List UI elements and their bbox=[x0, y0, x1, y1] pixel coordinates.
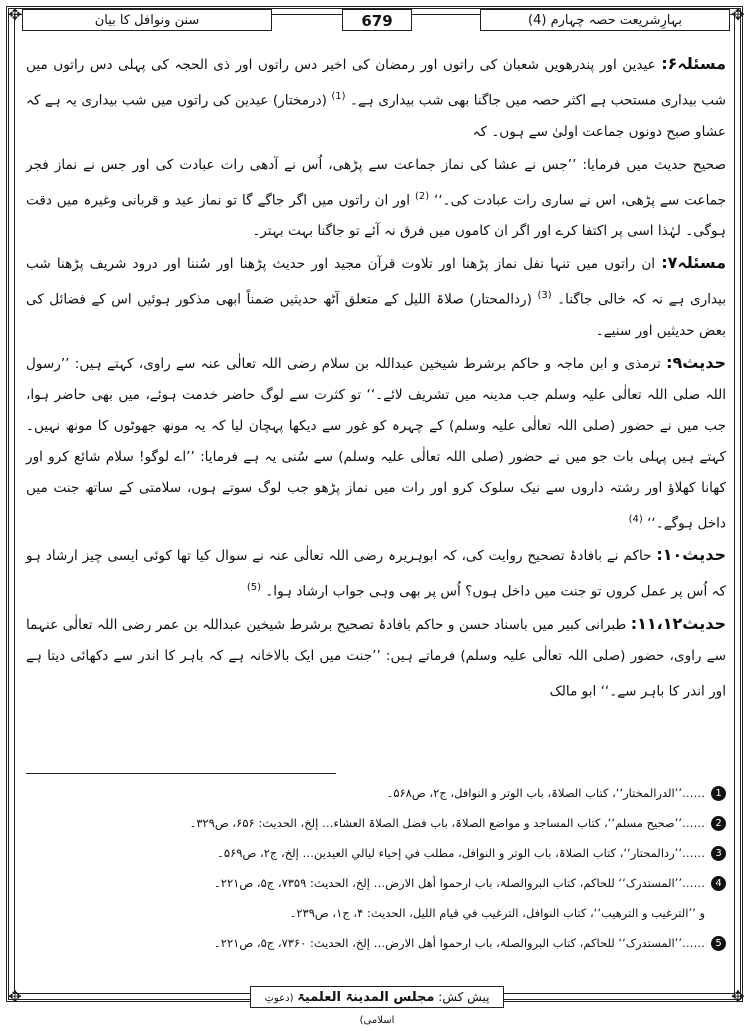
footnote-ref[interactable]: (4) bbox=[628, 513, 643, 525]
footnote-ref[interactable]: (3) bbox=[537, 290, 552, 302]
footnote-text: ……’’الدرالمختار‘‘، کتاب الصلاۃ، باب الوتر و النوافل، ج۲، ص۵۶۸۔ bbox=[386, 786, 705, 800]
paragraph bbox=[26, 247, 726, 347]
footnote-text: و ’’الترغیب و الترھیب‘‘، کتاب النوافل، الترغیب في قیام اللیل، الحدیث: ۴، ج۱، ص۲۳۹۔ bbox=[289, 906, 705, 920]
footnote-ref[interactable]: (1) bbox=[331, 91, 346, 102]
paragraph bbox=[26, 608, 726, 708]
footnote-number: 2 bbox=[711, 816, 726, 831]
footnote-number: 5 bbox=[711, 936, 726, 951]
footnote-number: 3 bbox=[711, 846, 726, 861]
footnote-item bbox=[26, 928, 726, 958]
footnote-text: ……’’ردالمحتار‘‘، کتاب الصلاۃ، باب الوتر و النوافل، مطلب في إحیاء لیالي العیدین… إلخ، ج۲، ص۵۶۹۔ bbox=[217, 846, 705, 860]
paragraph bbox=[26, 48, 726, 148]
paragraph-text: عیدین اور پندرھویں شعبان کی راتوں اور رمضان کی اخیر دس راتوں اور ذی الحجہ کی پہلی دس راتوں میں شب بیداری مستحب ہے اکثر حصہ میں جاگنا بھی شب بیداری ہے۔ bbox=[26, 57, 727, 109]
paragraph-tail: (ردالمحتار) صلاۃ اللیل کے متعلق آٹھ حدیثیں ضمناً ابھی مذکور ہوئیں اس کے فضائل کی بعض حدیثیں اور سنیے۔ bbox=[26, 291, 726, 339]
corner-ornament-icon: ✥ bbox=[731, 987, 745, 1006]
footer-prefix: پیش کش: bbox=[438, 990, 490, 1004]
footnote-number bbox=[711, 906, 726, 921]
footnotes bbox=[26, 778, 726, 958]
footnote-item bbox=[26, 898, 726, 928]
footnote-text: ……’’المستدرک‘‘ للحاکم، کتاب البروالصلۃ، باب ارحموا أھل الارض… إلخ، الحدیث: ۷۳۵۹، ج۵، ص۲۲۱۔ bbox=[214, 876, 705, 890]
paragraph bbox=[26, 539, 726, 608]
paragraph-text: صحیح حدیث میں فرمایا: ’’جس نے عشا کی نماز جماعت سے پڑھی، اُس نے آدھی رات عبادت کی اور جس نے نماز فجر جماعت سے پڑھی، اس نے ساری رات عبادت کی۔‘‘ bbox=[26, 156, 726, 209]
paragraph-label: مسئلہ۶: bbox=[661, 54, 726, 73]
paragraph-label: حدیث۹: bbox=[666, 352, 726, 372]
footnote-number: 4 bbox=[711, 876, 726, 891]
publisher-suffix: (دعوتِ اسلامی) bbox=[264, 993, 395, 1026]
paragraph-text: ان راتوں میں تنہا نفل نماز پڑھنا اور تلاوت قرآن مجید اور حدیث پڑھنا اور سُننا اور درود شریف پڑھنا شب بیداری ہے نہ کہ خالی جاگنا۔ bbox=[26, 256, 727, 308]
book-title: بہارِشریعت حصہ چہارم (4) bbox=[480, 9, 730, 31]
footnote-item bbox=[26, 778, 726, 808]
main-text bbox=[26, 48, 726, 707]
corner-ornament-icon: ✥ bbox=[731, 5, 745, 24]
footnote-text: ……’’المستدرک‘‘ للحاکم، کتاب البروالصلۃ، باب ارحموا أھل الارض… إلخ، الحدیث: ۷۳۶۰، ج۵، ص۲۲۱۔ bbox=[214, 936, 705, 950]
footnote-ref[interactable]: (2) bbox=[414, 190, 430, 202]
page-number: 679 bbox=[342, 9, 412, 31]
paragraph-text: حاکم نے بافادۂ تصحیح روایت کی، کہ ابوہریرہ رضی اللہ تعالٰی عنہ نے سوال کیا تھا کوئی ایسی چیز ارشاد ہو کہ اُس پر عمل کروں تو جنت میں داخل ہوں؟ اُس پر بھی وہی جواب ارشاد ہوا۔ bbox=[26, 548, 726, 600]
paragraph-tail: اور ان راتوں میں اگر جاگے گا تو نماز عید و قربانی وغیرہ میں دقت ہوگی۔ لہٰذا اسی پر اکتفا کرے اور اگر ان کاموں میں فرق نہ آئے تو جاگنا بہت بہتر۔ bbox=[26, 192, 726, 240]
chapter-title: سنن ونوافل کا بیان bbox=[22, 9, 272, 31]
page-footer bbox=[250, 986, 504, 1026]
footnote-item bbox=[26, 808, 726, 838]
footnote-ref[interactable]: (5) bbox=[246, 582, 261, 594]
paragraph-text: طبرانی کبیر میں باسناد حسن و حاکم بافادۂ تصحیح برشرط شیخین عبداللہ بن عمر رضی اللہ تعالٰی عنہما سے راوی، حضور (صلی اللہ تعالٰی علیہ وسلم) فرماتے ہیں: ’’جنت میں ایک بالاخانہ ہے کہ باہر کا اندر سے دکھائی دیتا ہے اور اندر کا باہر سے۔‘‘ ابو مالک bbox=[26, 616, 726, 700]
paragraph-label: حدیث۱۰: bbox=[656, 545, 726, 565]
corner-ornament-icon: ✥ bbox=[8, 5, 22, 24]
footnote-divider bbox=[26, 773, 336, 774]
paragraph-label: حدیث۱۱،۱۲: bbox=[630, 613, 726, 633]
corner-ornament-icon: ✥ bbox=[8, 987, 22, 1006]
footnote-item bbox=[26, 868, 726, 898]
paragraph-label: مسئلہ۷: bbox=[661, 253, 726, 273]
footnote-number: 1 bbox=[711, 786, 726, 801]
footnote-text: ……’’صحیح مسلم‘‘، کتاب المساجد و مواضع الصلاۃ، باب فضل الصلاۃ العشاء… إلخ، الحدیث: ۶۵۶، ص۳۲۹۔ bbox=[189, 816, 705, 830]
paragraph-tail: (درمختار) عیدین کی راتوں میں شب بیداری یہ ہے کہ عشاو صبح دونوں جماعت اولیٰ سے ہوں۔ کہ bbox=[26, 92, 726, 140]
paragraph bbox=[26, 347, 726, 540]
paragraph-text: ترمذی و ابن ماجہ و حاکم برشرط شیخین عبداللہ بن سلام رضی اللہ تعالٰی عنہ سے راوی، کہتے ہیں: ’’رسول اللہ صلی اللہ تعالٰی علیہ وسلم جب مدینہ میں تشریف لائے۔‘‘ تو کثرت سے لوگ حاضر خدمت ہوئے، میں بھی حاضر ہوا، جب میں نے حضور (صلی اللہ تعالٰی علیہ وسلم) کے چہرہ کو غور سے دیکھا پہچان لیا کہ یہ مونھ جھوٹوں کا مونھ نہیں۔ کہتے ہیں پہلی بات جو میں نے حضور (صلی اللہ تعالٰی علیہ وسلم) سے سُنی یہ ہے فرمایا: ’’اے لوگو! سلام شائع کرو اور کھانا کھلاؤ اور رشتہ داروں سے نیک سلوک کرو اور رات میں نماز پڑھو جب لوگ سوتے ہوں، سلامتی کے ساتھ جنت میں داخل ہوگے۔‘‘ bbox=[26, 355, 726, 532]
footnote-item bbox=[26, 838, 726, 868]
page-header bbox=[22, 6, 730, 32]
paragraph bbox=[26, 148, 726, 248]
publisher-name: مجلس المدینۃ العلمیۃ bbox=[297, 990, 435, 1005]
